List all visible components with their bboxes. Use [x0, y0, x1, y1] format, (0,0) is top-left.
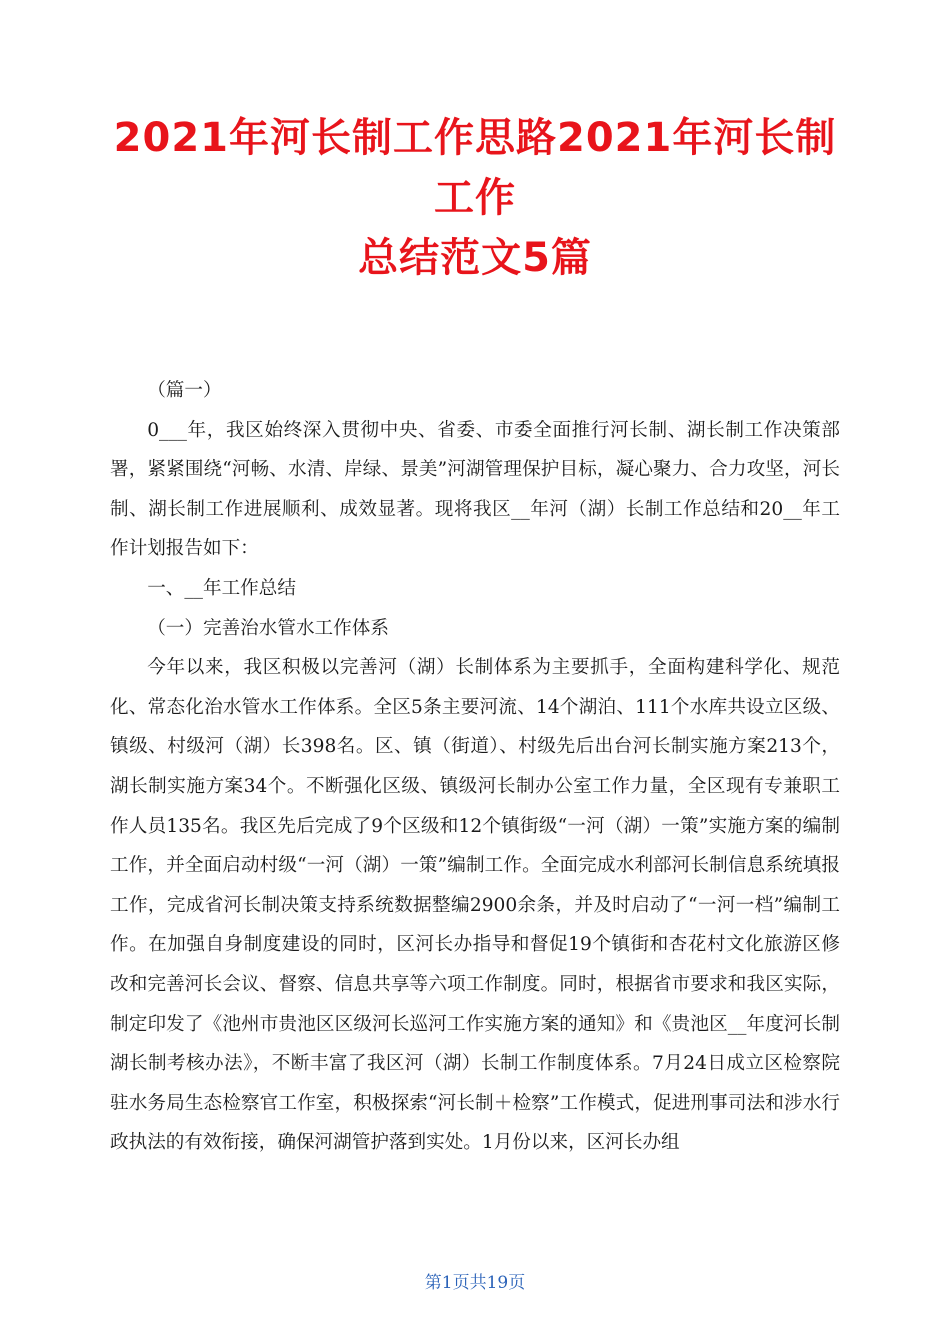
title-line-3: 总结范文5篇	[358, 235, 592, 281]
intro-paragraph: 0___年，我区始终深入贯彻中央、省委、市委全面推行河长制、湖长制工作决策部署，紧紧围绕“河畅、水清、岸绿、景美”河湖管理保护目标，凝心聚力、合力攻坚，河长制、湖长制工作进展顺利、成效显著。现将我区__年河（湖）长制工作总结和20__年工作计划报告如下：	[110, 419, 840, 560]
heading-level-1: 一、__年工作总结	[147, 577, 296, 599]
heading-level-2: （一）完善治水管水工作体系	[147, 617, 389, 639]
title-line-2: 工作	[434, 175, 516, 221]
title-line-1: 2021年河长制工作思路2021年河长制	[113, 115, 837, 161]
page-number: 第1页共19页	[424, 1273, 526, 1293]
body-paragraph: 今年以来，我区积极以完善河（湖）长制体系为主要抓手，全面构建科学化、规范化、常态化治水管水工作体系。全区5条主要河流、14个湖泊、111个水库共设立区级、镇级、村级河（湖）长398名。区、镇（街道）、村级先后出台河长制实施方案213个，湖长制实施方案34个。不断强化区级、镇级河长制办公室工作力量，全区现有专兼职工作人员135名。我区先后完成了9个区级和12个镇街级“一河（湖）一策”实施方案的编制工作，并全面启动村级“一河（湖）一策”编制工作。全面完成水利部河长制信息系统填报工作，完成省河长制决策支持系统数据整编2900余条，并及时启动了“一河一档”编制工作。在加强自身制度建设的同时，区河长办指导和督促19个镇街和杏花村文化旅游区修改和完善河长会议、督察、信息共享等六项工作制度。同时，根据省市要求和我区实际，制定印发了《池州市贵池区区级河长巡河工作实施方案的通知》和《贵池区__年度河长制湖长制考核办法》，不断丰富了我区河（湖）长制工作制度体系。7月24日成立区检察院驻水务局生态检察官工作室，积极探索“河长制＋检察”工作模式，促进刑事司法和涉水行政执法的有效衔接，确保河湖管护落到实处。1月份以来，区河长办组	[110, 657, 840, 1154]
document-title	[0, 108, 950, 288]
section-label: （篇一）	[147, 380, 222, 401]
document-body	[110, 371, 840, 1163]
